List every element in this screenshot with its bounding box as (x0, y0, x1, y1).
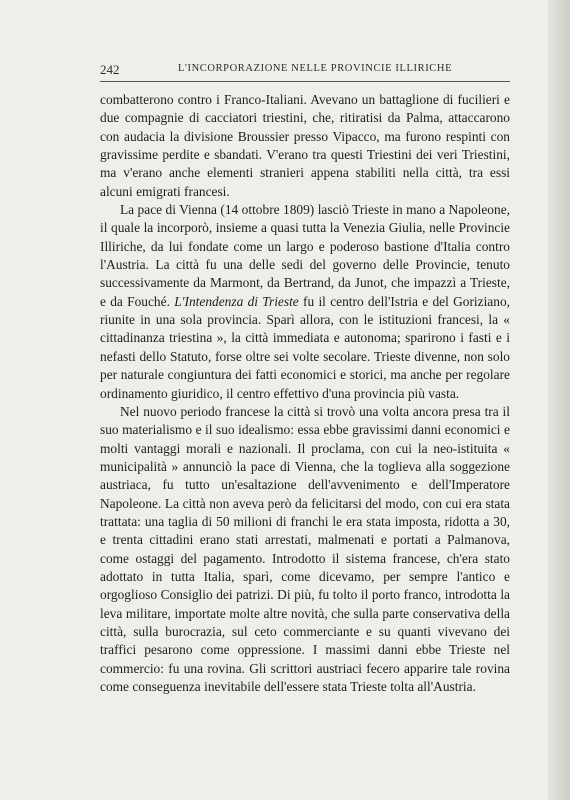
paragraph-1: combatterono contro i Franco-Italiani. Avevano un battaglione di fucilieri e due compagnie di cacciatori triestini, che, ritiratisi da Palma, attaccarono con audacia la divisione Broussier presso Vipacco, ma furono respinti con gravissime perdite e sbandati. V'erano tra questi Triestini dei veri Triestini, ma v'erano anche elementi stranieri appena stabiliti nella città, tra essi alcuni emigrati francesi. (100, 92, 510, 199)
running-title: L'INCORPORAZIONE NELLE PROVINCIE ILLIRICHE (178, 63, 453, 74)
paragraph-3: Nel nuovo periodo francese la città si trovò una volta ancora presa tra il suo materialismo e il suo idealismo: essa ebbe gravissimi danni economici e molti vantaggi morali e nazionali. Il proclama, con cui la neo-istituita « municipalità » annunciò la pace di Vienna, che la toglieva alla soggezione austriaca, fu tutto un'esaltazione dell'avvenimento e dell'Imperatore Napoleone. La città non aveva però da felicitarsi del modo, con cui era stata trattata: una taglia di 50 milioni di franchi le era stata imposta, ridotta a 30, e trenta cittadini erano stati arrestati, malmenati e portati a Palmanova, come ostaggi del pagamento. Introdotto il sistema francese, ch'era stato adottato in tutta Italia, sparì, come dicevamo, per sempre l'antico e orgoglioso Consiglio dei patrizi. Di più, fu tolto il porto franco, introdotta la leva militare, importate molte altre novità, che sulla parte conservativa della città, sulla burocrazia, sul ceto commerciante e su quanti vivevano dei traffici pesarono come oppressione. I massimi danni ebbe Trieste nel commercio: fu una rovina. Gli scrittori austriaci fecero apparire tale rovina come conseguenza inevitabile dell'essere stata Trieste tolta all'Austria. (100, 403, 510, 694)
page-gutter (548, 0, 570, 800)
paragraph-2-end: fu il centro dell'Istria e del Goriziano, riunite in una sola provincia. Sparì allora, con le istituzioni francesi, la « cittadinanza triestina », la città immediata e autonoma; sparirono i fasti e i nefasti dello Statuto, forse oltre sei volte secolare. Trieste divenne, non solo per naturale congiuntura dei fatti economici e storici, ma anche per regolare ordinamento giuridico, il centro effettivo d'una provincia più vasta. (100, 293, 510, 401)
body-text (100, 91, 510, 696)
paragraph-2 (100, 201, 510, 403)
italic-title: L'Intendenza di Trieste (174, 293, 299, 309)
header-rule (100, 81, 510, 82)
page-number: 242 (100, 62, 120, 77)
paragraph-2-start: La pace di Vienna (14 ottobre 1809) lasciò Trieste in mano a Napoleone, il quale la incorporò, insieme a quasi tutta la Venezia Giulia, nelle Provincie Illiriche, da lui fondate come un largo e poderoso bastione d'Italia contro l'Austria. La città fu una delle sedi del governo delle Provincie, tenuto successivamente da Marmont, da Bertrand, da Junot, che impazzì a Trieste, e da Fouché. (100, 202, 510, 309)
